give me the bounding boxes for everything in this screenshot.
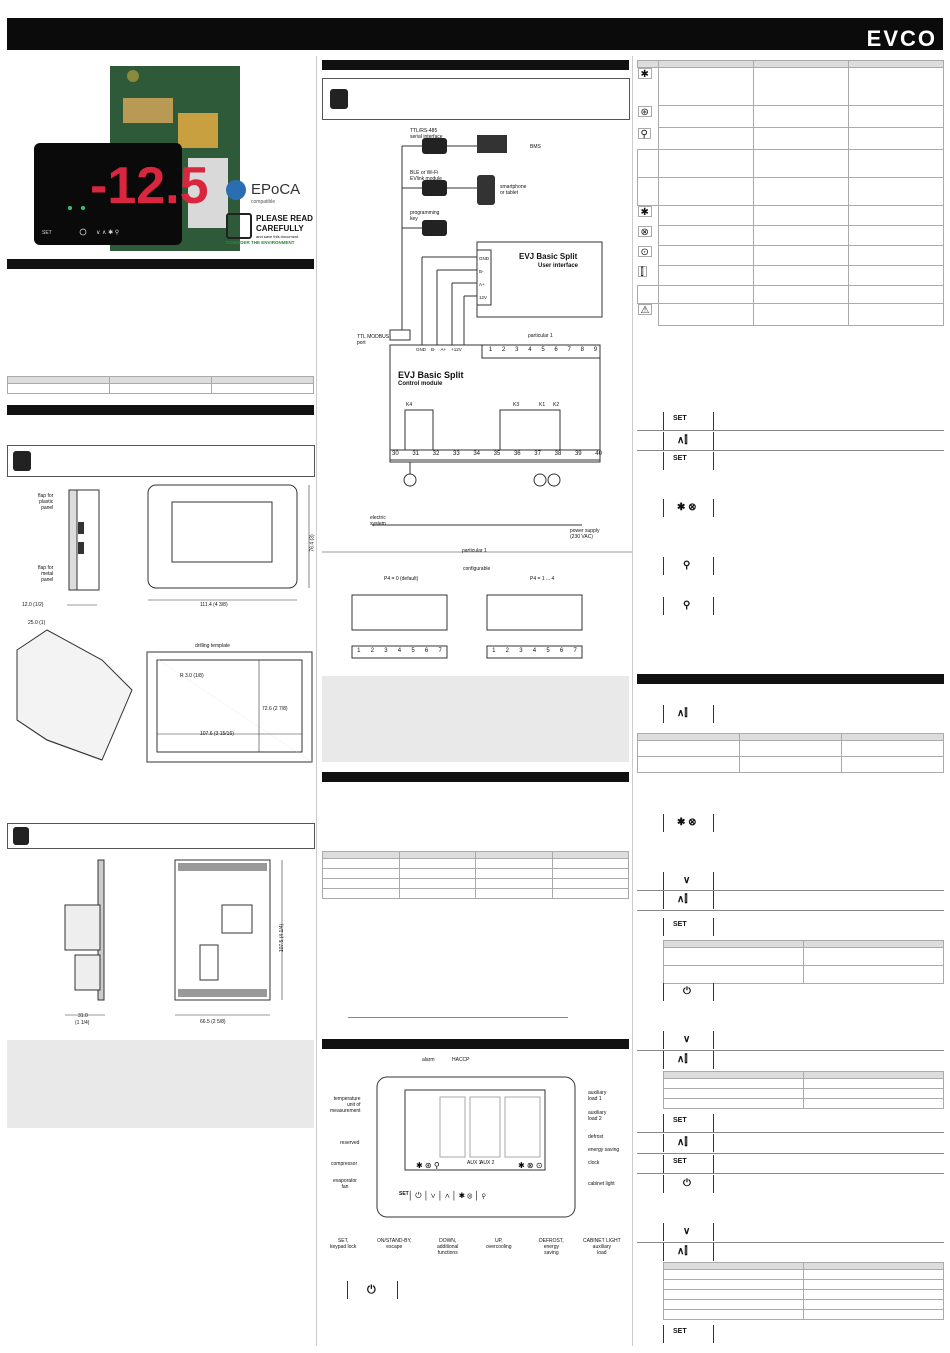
terminal: 8 — [580, 347, 584, 353]
wiring-bms: BMS — [530, 144, 541, 150]
column-divider-2 — [632, 56, 633, 1346]
info-table — [7, 376, 314, 394]
up-key[interactable]: ∧⫿ — [677, 894, 688, 905]
btn-label-onoff: ON/STAND-BY, escape — [377, 1238, 412, 1250]
wiring-p4b: P4 = 1 ... 4 — [530, 576, 555, 582]
read-line3: and save this document — [256, 234, 299, 239]
defrost-key[interactable]: ✱ ⊗ — [677, 502, 697, 513]
set-key[interactable]: SET — [673, 921, 687, 928]
wiring-ui-title: EVJ Basic Split — [519, 252, 578, 261]
key-row — [663, 814, 723, 832]
relay-k3: K3 — [513, 402, 520, 408]
epoca-title: EPoCA — [251, 181, 301, 198]
label-compressor: compressor — [331, 1161, 358, 1167]
label-aux2: auxiliary load 2 — [588, 1110, 607, 1122]
key-row — [663, 597, 723, 615]
dim-d5: 72.6 (2 7/8) — [262, 706, 288, 712]
wiring-top-terminals — [484, 347, 602, 353]
terminal: 7 — [567, 347, 571, 353]
terminal: 1 — [492, 648, 496, 654]
wiring-particular-2: particular 1 — [462, 548, 487, 554]
label-alarm: alarm — [422, 1057, 435, 1063]
up-key[interactable]: ∧⫿ — [677, 1137, 688, 1148]
thermometer-icon: ⫿ — [638, 266, 647, 277]
warning-box-1 — [7, 445, 315, 477]
dim-radius: R 3.0 (1/8) — [180, 673, 204, 679]
key-row — [663, 1325, 723, 1343]
header-bar — [7, 18, 943, 50]
label-aux1-led: AUX 1 — [467, 1160, 482, 1166]
terminal: B- — [479, 269, 484, 274]
read-line2: CAREFULLY — [256, 224, 304, 233]
column-divider-1 — [316, 56, 317, 1346]
wiring-phone: smartphone or tablet — [500, 184, 527, 196]
up-key[interactable]: ∧⫿ — [677, 435, 688, 446]
wiring-particular: particular 1 — [528, 333, 553, 339]
label-defrost: defrost — [588, 1134, 604, 1140]
wiring-cm-sub: Control module — [398, 381, 443, 387]
dim-flap-metal: flap for metal panel — [38, 565, 54, 583]
installer-icon — [13, 451, 31, 471]
terminal: 33 — [452, 451, 460, 457]
dim-d7b: (1 1/4) — [75, 1020, 90, 1026]
terminal: 6 — [424, 648, 429, 654]
relay-k2: K2 — [553, 402, 560, 408]
light-key[interactable]: ⚲ — [683, 600, 691, 611]
read-line1: PLEASE READ — [256, 214, 313, 223]
label-clock: clock — [588, 1160, 600, 1166]
warning-icon: ⚠ — [638, 304, 653, 315]
wiring-power: power supply (230 VAC) — [570, 528, 600, 540]
dim-drilling: drilling template — [195, 643, 231, 649]
terminal: +12V — [451, 347, 462, 352]
note-box-2 — [322, 676, 629, 762]
read-line4: CONSIDER THE ENVIRONMENT — [226, 240, 295, 245]
terminal: 7 — [573, 648, 577, 654]
key-row — [663, 1114, 723, 1132]
set-key[interactable]: SET — [673, 455, 687, 462]
section-bar-4 — [322, 772, 629, 782]
terminal: 36 — [513, 451, 521, 457]
wiring-cm-title: EVJ Basic Split — [398, 370, 464, 380]
label-aux2-led: AUX 2 — [480, 1160, 495, 1166]
key-row — [663, 1223, 723, 1241]
dim-d7: 31.0 — [78, 1013, 88, 1019]
set-key[interactable]: SET — [673, 1328, 687, 1335]
dim-flap-plastic: flap for plastic panel — [38, 493, 54, 511]
terminal: 3 — [519, 648, 523, 654]
set-key[interactable]: SET — [673, 415, 687, 422]
divider — [348, 1017, 568, 1018]
label-aux1: auxiliary load 1 — [588, 1090, 607, 1102]
wiring-ui-sub: User interface — [538, 263, 579, 269]
light-key[interactable]: ⚲ — [683, 560, 691, 571]
probe-terminals-1 — [352, 648, 447, 654]
power-icon[interactable]: ⏻ — [367, 1284, 376, 1296]
key-row — [663, 1155, 723, 1173]
wiring-electric: electric system — [370, 515, 386, 527]
terminal: 1 — [488, 347, 493, 353]
dim-d1: 12.0 (1/2) — [22, 602, 44, 608]
module-drawing — [50, 855, 310, 1030]
terminal: 30 — [392, 451, 399, 457]
terminal: 2 — [501, 347, 506, 353]
probe-terminals-2 — [487, 648, 582, 654]
up-key[interactable]: ∧⫿ — [677, 1246, 688, 1257]
key-row — [663, 1243, 723, 1261]
key-row — [663, 1175, 723, 1193]
key-row — [663, 918, 723, 936]
terminal: 38 — [554, 451, 562, 457]
key-row — [663, 1031, 723, 1049]
row-divider — [637, 910, 944, 911]
dim-d9: 107.5 (4 1/4) — [279, 923, 286, 953]
btn-label-defrost: DEFROST, energy saving — [539, 1238, 564, 1256]
terminal: 1 — [357, 648, 361, 654]
terminal: 39 — [574, 451, 582, 457]
row-divider — [637, 450, 944, 451]
wiring-serial: TTL/RS-485 serial interface — [410, 128, 443, 140]
btn-label-down: DOWN, additional functions — [437, 1238, 459, 1256]
wiring-p4a: P4 = 0 (default) — [384, 576, 419, 582]
btn-label-up: UP, overcooling — [486, 1238, 512, 1250]
key-row — [663, 452, 723, 470]
section-bar-5 — [322, 1039, 629, 1049]
terminal: 6 — [559, 648, 564, 654]
energy-saving-icon: ⊗ — [638, 226, 652, 237]
sub-table-3 — [663, 1262, 944, 1320]
row-divider — [637, 430, 944, 431]
wiring-cm-terminals — [416, 347, 462, 352]
defrost-key[interactable]: ✱ ⊗ — [677, 817, 697, 828]
note-box-1 — [7, 1040, 314, 1128]
terminal: B- — [431, 347, 436, 352]
label-cabinet-light: cabinet light — [588, 1181, 615, 1187]
section-bar-2 — [7, 405, 314, 415]
label-temp-unit: temperature unit of measurement — [330, 1096, 361, 1114]
functions-table — [637, 733, 944, 773]
onoff-key-row — [347, 1281, 407, 1299]
sub-table-2 — [663, 1071, 944, 1109]
light-icon: ⚲ — [638, 128, 651, 139]
warning-box-3 — [322, 78, 630, 120]
terminal: 5 — [541, 347, 545, 353]
terminal: 2 — [370, 648, 375, 654]
btn-label-light: CABINET LIGHT auxiliary load — [583, 1238, 621, 1256]
wiring-ui-terminals — [479, 252, 491, 304]
section-bar-6 — [637, 674, 944, 684]
set-key[interactable]: SET — [673, 1117, 687, 1124]
terminal: 4 — [532, 648, 537, 654]
installer-icon — [13, 827, 29, 845]
key-row — [663, 499, 723, 517]
wiring-diagram — [322, 120, 632, 665]
terminal: GND — [416, 347, 426, 352]
terminal: 4 — [397, 648, 402, 654]
power-icon[interactable]: ⏻ — [683, 986, 691, 997]
terminal: A+ — [440, 347, 447, 352]
terminal: 5 — [546, 648, 550, 654]
touch-icon — [226, 213, 252, 239]
terminal: GND — [479, 256, 489, 261]
label-evap-fan: evaporator fan — [333, 1178, 357, 1190]
down-key[interactable]: ∨ — [683, 1034, 691, 1045]
sub-table-1 — [663, 940, 944, 984]
fan-icon: ⊛ — [638, 106, 652, 117]
terminal: 40 — [595, 451, 602, 457]
terminal: 7 — [438, 648, 442, 654]
terminal: 9 — [593, 347, 598, 353]
relay-k4: K4 — [406, 402, 413, 408]
svg-text:│ ⏻ │ ∨ │ ∧ │ ✱ ⊗ │: │ ⏻ │ ∨ │ ∧ │ ✱ ⊗ │ ⚲ — [408, 1191, 486, 1200]
icons-table — [637, 60, 944, 326]
key-row — [663, 432, 723, 450]
dim-d8: 66.5 (2 5/8) — [200, 1019, 226, 1025]
terminal: 4 — [528, 347, 532, 353]
wiring-prog: programming key — [410, 210, 440, 222]
label-haccp: HACCP — [452, 1057, 470, 1063]
svg-text:✱ ⊛ ⚲: ✱ ⊛ ⚲ — [416, 1161, 440, 1170]
power-icon[interactable]: ⏻ — [683, 1178, 691, 1189]
terminal: 31 — [412, 451, 420, 457]
up-key[interactable]: ∧⫿ — [677, 708, 688, 719]
key-row — [663, 872, 723, 890]
key-row — [663, 891, 723, 909]
dim-d6: 107.6 (3 15/16) — [200, 731, 234, 737]
snowflake-icon: ✱ — [638, 68, 652, 79]
wiring-wifi: BLE or Wi-Fi EVlink module — [410, 170, 442, 182]
section-bar-3 — [322, 60, 629, 70]
wiring-bottom-terminals — [392, 451, 602, 457]
dim-d3: 111.4 (4 3/8) — [200, 602, 228, 608]
terminal: 35 — [493, 451, 501, 457]
installer-icon — [330, 89, 348, 109]
terminal: 34 — [473, 451, 480, 457]
interface-diagram — [375, 1075, 580, 1225]
warning-box-2 — [7, 823, 315, 849]
svg-text:∨ ∧ ✱ ⚲: ∨ ∧ ✱ ⚲ — [96, 230, 120, 236]
dim-d2: 25.0 (1) — [28, 620, 46, 626]
key-set[interactable]: SET — [399, 1191, 409, 1197]
down-key[interactable]: ∨ — [683, 1226, 691, 1237]
wiring-configurable: configurable — [463, 566, 491, 572]
display-set-key: SET — [42, 230, 52, 236]
globe-icon — [226, 180, 246, 200]
svg-text:✱ ⊗ ⊙: ✱ ⊗ ⊙ — [518, 1161, 543, 1170]
terminal: 37 — [534, 451, 541, 457]
set-key[interactable]: SET — [673, 1158, 687, 1165]
terminal: 3 — [384, 648, 388, 654]
label-reserved: reserved — [340, 1140, 360, 1146]
key-row — [663, 412, 723, 430]
defrost-icon: ✱ — [638, 206, 652, 217]
terminal: 5 — [411, 648, 415, 654]
relay-k1: K1 — [539, 402, 546, 408]
key-row — [663, 1134, 723, 1152]
epoca-subtitle: compatible — [251, 199, 276, 205]
row-divider — [637, 1173, 944, 1174]
display-value: -12.5 — [90, 157, 209, 215]
dimensions-drawing — [7, 480, 317, 820]
row-divider — [637, 1153, 944, 1154]
key-row — [663, 557, 723, 575]
row-divider — [637, 1132, 944, 1133]
terminal: A+ — [479, 282, 485, 287]
terminal: 12V — [479, 295, 488, 300]
down-key[interactable]: ∨ — [683, 875, 691, 886]
btn-label-set: SET, keypad lock — [330, 1238, 357, 1250]
dim-d4: 76.4 (3) — [309, 534, 316, 552]
key-row — [663, 705, 723, 723]
clock-icon: ⊙ — [638, 246, 652, 257]
params-table — [322, 851, 629, 899]
wiring-port: TTL MODBUS port — [357, 334, 390, 346]
up-key[interactable]: ∧⫿ — [677, 1054, 688, 1065]
terminal: 32 — [432, 451, 440, 457]
terminal: 3 — [515, 347, 519, 353]
label-energy: energy saving — [588, 1147, 620, 1153]
terminal: 6 — [554, 347, 558, 353]
key-row — [663, 983, 723, 1001]
terminal: 2 — [505, 648, 510, 654]
section-bar-1 — [7, 259, 314, 269]
key-row — [663, 1051, 723, 1069]
brand-logo: EVCO — [866, 26, 937, 51]
